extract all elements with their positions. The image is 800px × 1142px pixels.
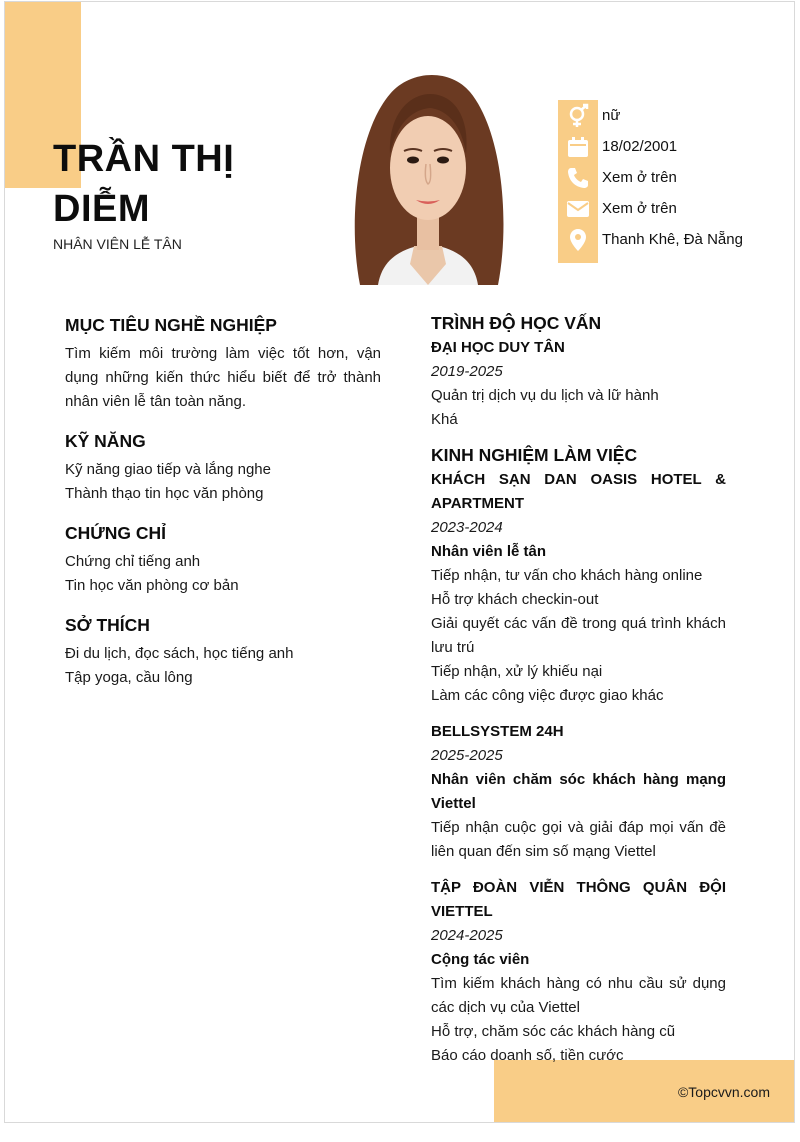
hobby-item: Tập yoga, cầu lông [65, 669, 193, 686]
certificate-item: Tin học văn phòng cơ bản [65, 577, 239, 594]
job-duty: Tiếp nhận, xử lý khiếu nại [431, 663, 603, 680]
job-period: 2024-2025 [431, 927, 503, 944]
company-name: TẬP ĐOÀN VIỄN THÔNG QUÂN ĐỘI VIETTEL [431, 879, 726, 920]
skill-item: Kỹ năng giao tiếp và lắng nghe [65, 461, 271, 478]
job-role: Nhân viên chăm sóc khách hàng mạng Viettel [431, 771, 726, 812]
copyright-footer: ©Topcvvn.com [677, 1084, 770, 1100]
certificates-heading: CHỨNG CHỈ [65, 523, 167, 543]
experience-heading: KINH NGHIỆM LÀM VIỆC [431, 445, 638, 465]
email-icon [558, 193, 598, 224]
contact-gender [558, 100, 620, 131]
certificate-item: Chứng chỉ tiếng anh [65, 553, 201, 570]
contact-address [558, 224, 743, 255]
experience-item [431, 468, 726, 708]
phone-text: Xem ở trên [602, 169, 677, 186]
certificates-section [65, 520, 381, 598]
objective-text: Tìm kiếm môi trường làm việc tốt hơn, vận dụng những kiến thức hiểu biết để trở thành nhân viên lễ tân toàn năng. [65, 345, 381, 410]
company-name: KHÁCH SẠN DAN OASIS HOTEL & APARTMENT [431, 471, 726, 512]
experience-item [431, 876, 726, 1068]
cv-page [4, 1, 795, 1123]
education-heading: TRÌNH ĐỘ HỌC VẤN [431, 313, 602, 333]
education-major: Quản trị dịch vụ du lịch và lữ hành [431, 387, 659, 404]
experience-section [431, 442, 726, 1068]
left-column [65, 312, 381, 704]
job-duty: Làm các công việc được giao khác [431, 687, 664, 704]
job-duty: Báo cáo doanh số, tiền cước [431, 1047, 624, 1064]
job-role: Nhân viên lễ tân [431, 543, 547, 560]
birthday-text: 18/02/2001 [602, 138, 678, 155]
contact-email [558, 193, 677, 224]
job-period: 2025-2025 [431, 747, 503, 764]
candidate-name: TRẦN THỊ DIỄM [53, 138, 235, 230]
gender-text: nữ [602, 107, 621, 124]
objective-heading: MỤC TIÊU NGHỀ NGHIỆP [65, 315, 277, 335]
education-section [431, 310, 726, 432]
address-text: Thanh Khê, Đà Nẵng [602, 231, 743, 248]
contact-birthday [558, 131, 677, 162]
skills-section [65, 428, 381, 506]
job-duty: Giải quyết các vấn đề trong quá trình khách lưu trú [431, 615, 726, 656]
hobbies-section [65, 612, 381, 690]
gender-icon [558, 100, 598, 131]
skills-heading: KỸ NĂNG [65, 431, 146, 451]
phone-icon [558, 162, 598, 193]
email-text: Xem ở trên [602, 200, 677, 217]
experience-item [431, 720, 726, 864]
profile-photo [338, 64, 518, 285]
job-duty: Tiếp nhận, tư vấn cho khách hàng online [431, 567, 703, 584]
hobby-item: Đi du lịch, đọc sách, học tiếng anh [65, 645, 294, 662]
job-duty: Tìm kiếm khách hàng có nhu cầu sử dụng các dịch vụ của Viettel [431, 975, 726, 1016]
job-title: NHÂN VIÊN LỄ TÂN [53, 236, 182, 252]
job-duty: Tiếp nhận cuộc gọi và giải đáp mọi vấn đề liên quan đến sim số mạng Viettel [431, 819, 726, 860]
education-period: 2019-2025 [431, 363, 503, 380]
contact-phone [558, 162, 677, 193]
job-duty: Hỗ trợ, chăm sóc các khách hàng cũ [431, 1023, 676, 1040]
right-column [431, 310, 726, 1080]
calendar-icon [558, 131, 598, 162]
skill-item: Thành thạo tin học văn phòng [65, 485, 264, 502]
job-role: Cộng tác viên [431, 951, 530, 968]
hobbies-heading: SỞ THÍCH [65, 615, 150, 635]
company-name: BELLSYSTEM 24H [431, 723, 564, 740]
education-grade: Khá [431, 411, 458, 428]
objective-section [65, 312, 381, 414]
job-period: 2023-2024 [431, 519, 503, 536]
job-duty: Hỗ trợ khách checkin-out [431, 591, 599, 608]
school-name: ĐẠI HỌC DUY TÂN [431, 339, 565, 356]
location-icon [558, 224, 598, 255]
